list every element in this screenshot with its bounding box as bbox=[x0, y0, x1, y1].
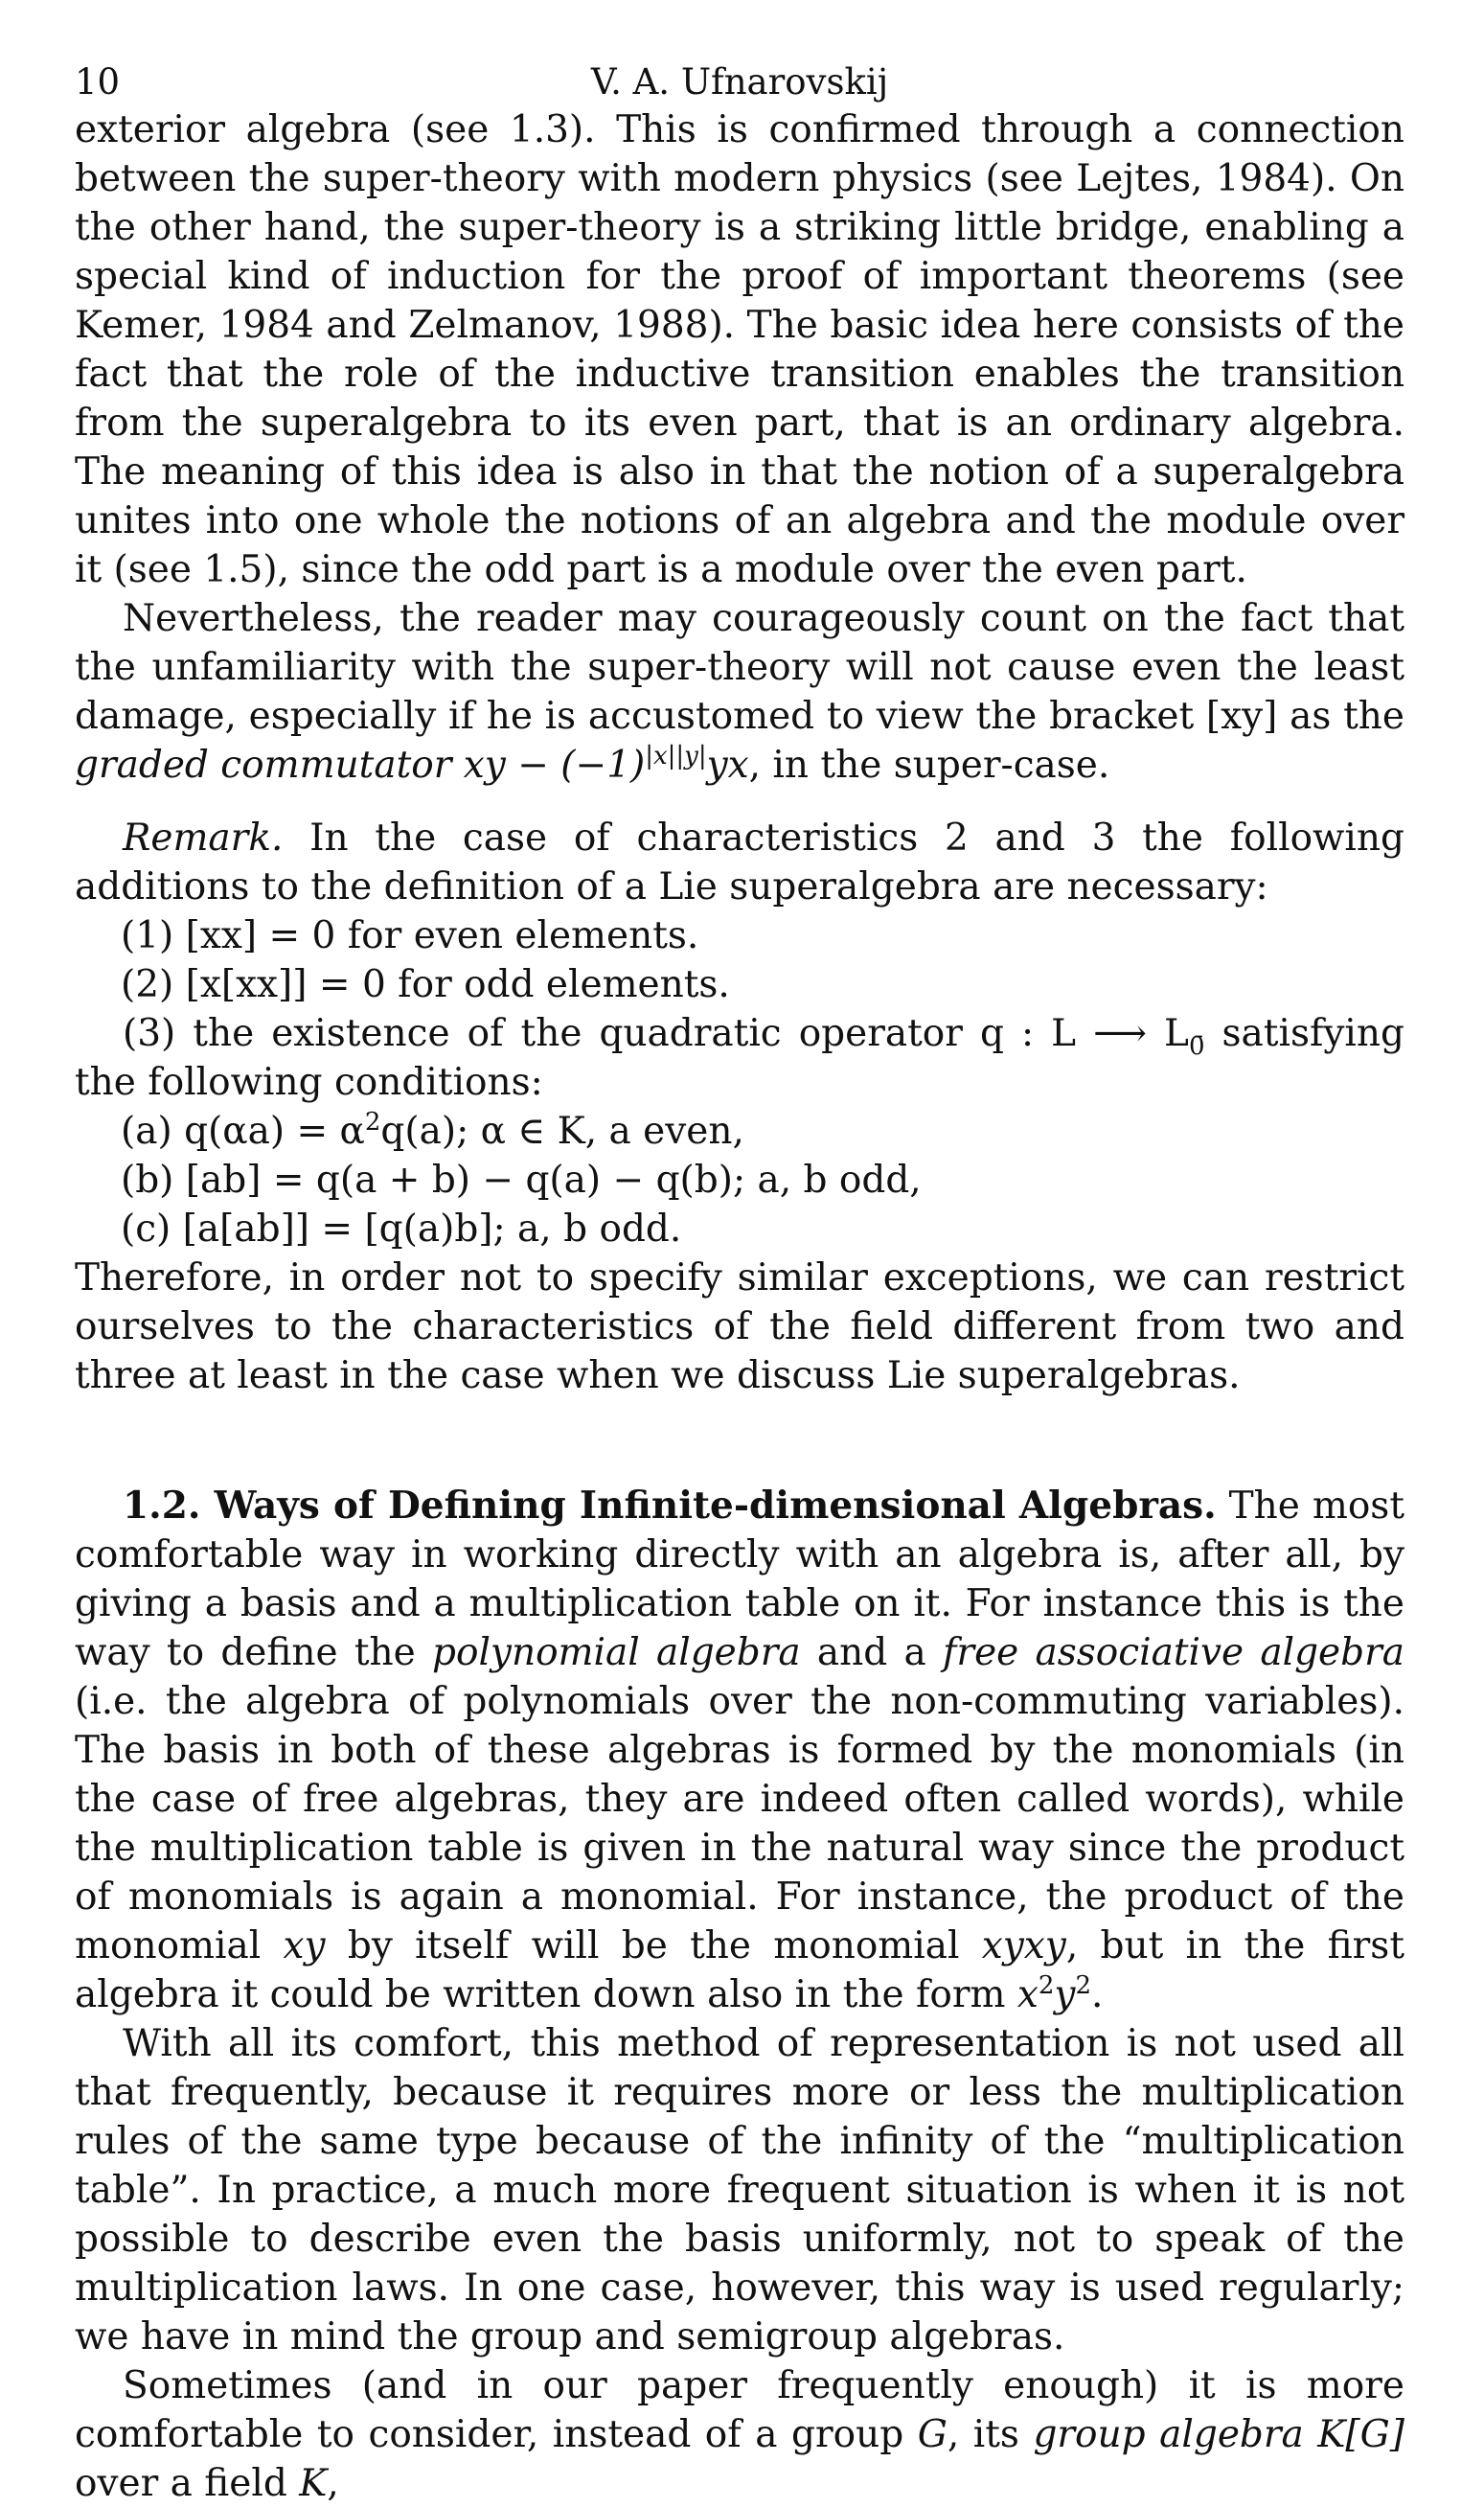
s1-text-b: and a bbox=[800, 1631, 943, 1674]
formula-exponent: |x||y| bbox=[645, 742, 707, 771]
remark-item-1: (1) [xx] = 0 for even elements. bbox=[121, 914, 699, 957]
polynomial-algebra-term: polynomial algebra bbox=[432, 1631, 801, 1674]
graded-commutator-term: graded commutator bbox=[75, 744, 452, 787]
exp-2: 2 bbox=[1075, 1971, 1092, 2000]
s1-text-a: The most comfortable way in working directly with an algebra is, after all, by giving a basis and a multiplication table on it. For instance this is the way to define the bbox=[75, 1484, 1404, 1674]
free-associative-algebra-term: free associative algebra bbox=[943, 1631, 1404, 1674]
s1-text-e: , but in the first algebra it could be written down also in the form bbox=[75, 1924, 1404, 2016]
body-text bbox=[75, 105, 1404, 2508]
remark-item-2: (2) [x[xx]] = 0 for odd elements. bbox=[121, 963, 730, 1006]
s1-text-f: . bbox=[1091, 1973, 1104, 2016]
section-paragraph-2: With all its comfort, this method of representation is not used all that frequently, because it requires more or less the multiplication rules of the same type because of the infinity of the “multiplication table”. In practice, a much more frequent situation is when it is not possible to describe even the basis uniformly, not to speak of the multiplication laws. In one case, however, this way is used regularly; we have in mind the group and semigroup algebras. bbox=[75, 2022, 1404, 2358]
section-heading: 1.2. Ways of Defining Infinite-dimensional Algebras. bbox=[123, 1484, 1217, 1528]
formula bbox=[464, 744, 749, 787]
exp-1: 2 bbox=[1038, 1971, 1055, 2000]
item3-text: (3) the existence of the quadratic operator q : L ⟶ L bbox=[123, 1012, 1189, 1055]
s3-text-c: over a field bbox=[75, 2462, 300, 2505]
condition-c: (c) [a[ab]] = [q(a)b]; a, b odd. bbox=[121, 1208, 682, 1251]
cond-a-tail: q(a); α ∈ K, a even, bbox=[380, 1110, 744, 1153]
paragraph-super-theory bbox=[75, 594, 1404, 790]
s3-text-d: , bbox=[327, 2462, 339, 2505]
var-x: x bbox=[1016, 1973, 1039, 2016]
s1-text-c: (i.e. the algebra of polynomials over the non-commuting variables). The basis in both of these algebras is formed by the monomials (in the case of free algebras, they are indeed often called words), while the multiplication table is given in the natural way since the product of monomials is again a monomial. For instance, the product of the monomial bbox=[75, 1680, 1404, 1967]
group-algebra-term: group algebra K[G] bbox=[1033, 2413, 1405, 2456]
var-K: K bbox=[299, 2462, 328, 2505]
remark-text: In the case of characteristics 2 and 3 the following additions to the definition of a Lie superalgebra are necessary: bbox=[75, 817, 1404, 909]
remark-item-3 bbox=[75, 1009, 1404, 1107]
s1-text-d: by itself will be the monomial bbox=[325, 1924, 982, 1967]
formula-tail: yx bbox=[706, 744, 749, 787]
page bbox=[75, 38, 1404, 2508]
cond-a-text: (a) q(αa) = α bbox=[121, 1110, 365, 1153]
var-G: G bbox=[917, 2413, 947, 2456]
paragraph-text: Nevertheless, the reader may courageously count on the fact that the unfamiliarity with the super-theory will not cause even the least damage, especially if he is accustomed to view the bracket [xy] as the bbox=[75, 597, 1404, 738]
remark-conclusion: Therefore, in order not to specify similar exceptions, we can restrict ourselves to the characteristics of the field different from two and three at least in the case when we discuss Lie superalgebras. bbox=[75, 1256, 1404, 1397]
condition-a bbox=[75, 1107, 1404, 1156]
section-paragraph-3 bbox=[75, 2361, 1404, 2508]
paragraph-continuation: exterior algebra (see 1.3). This is confirmed through a connection between the super-theory with modern physics (see Lejtes, 1984). On the other hand, the super-theory is a striking little bridge, enabling a special kind of induction for the proof of important theorems (see Kemer, 1984 and Zelmanov, 1988). The basic idea here consists of the fact that the role of the inductive transition enables the transition from the superalgebra to its even part, that is an ordinary algebra. The meaning of this idea is also in that the notion of a superalgebra unites into one whole the notions of an algebra and the module over it (see 1.5), since the odd part is a module over the even part. bbox=[75, 108, 1404, 591]
remark-label: Remark. bbox=[123, 817, 284, 860]
s3-text-a: Sometimes (and in our paper frequently enough) it is more comfortable to consider, instead of a group bbox=[75, 2364, 1404, 2456]
item3-tail: satisfying the following conditions: bbox=[75, 1012, 1404, 1104]
page-number: 10 bbox=[75, 61, 121, 103]
monomial-xyxy: xyxy bbox=[981, 1924, 1066, 1967]
formula-base: xy − (−1) bbox=[463, 744, 646, 787]
s3-text-b: , its bbox=[947, 2413, 1034, 2456]
page-header bbox=[75, 38, 1404, 105]
paragraph-tail: , in the super-case. bbox=[748, 744, 1110, 787]
running-head: V. A. Ufnarovskij bbox=[590, 61, 889, 103]
cond-a-exponent: 2 bbox=[364, 1108, 381, 1137]
item3-subscript: 0̄ bbox=[1188, 1031, 1205, 1061]
var-y: y bbox=[1054, 1973, 1076, 2016]
condition-b: (b) [ab] = q(a + b) − q(a) − q(b); a, b odd, bbox=[121, 1159, 922, 1202]
monomial-xy: xy bbox=[283, 1924, 326, 1967]
remark-paragraph bbox=[75, 814, 1404, 911]
section-1-2-paragraph bbox=[75, 1482, 1404, 2019]
